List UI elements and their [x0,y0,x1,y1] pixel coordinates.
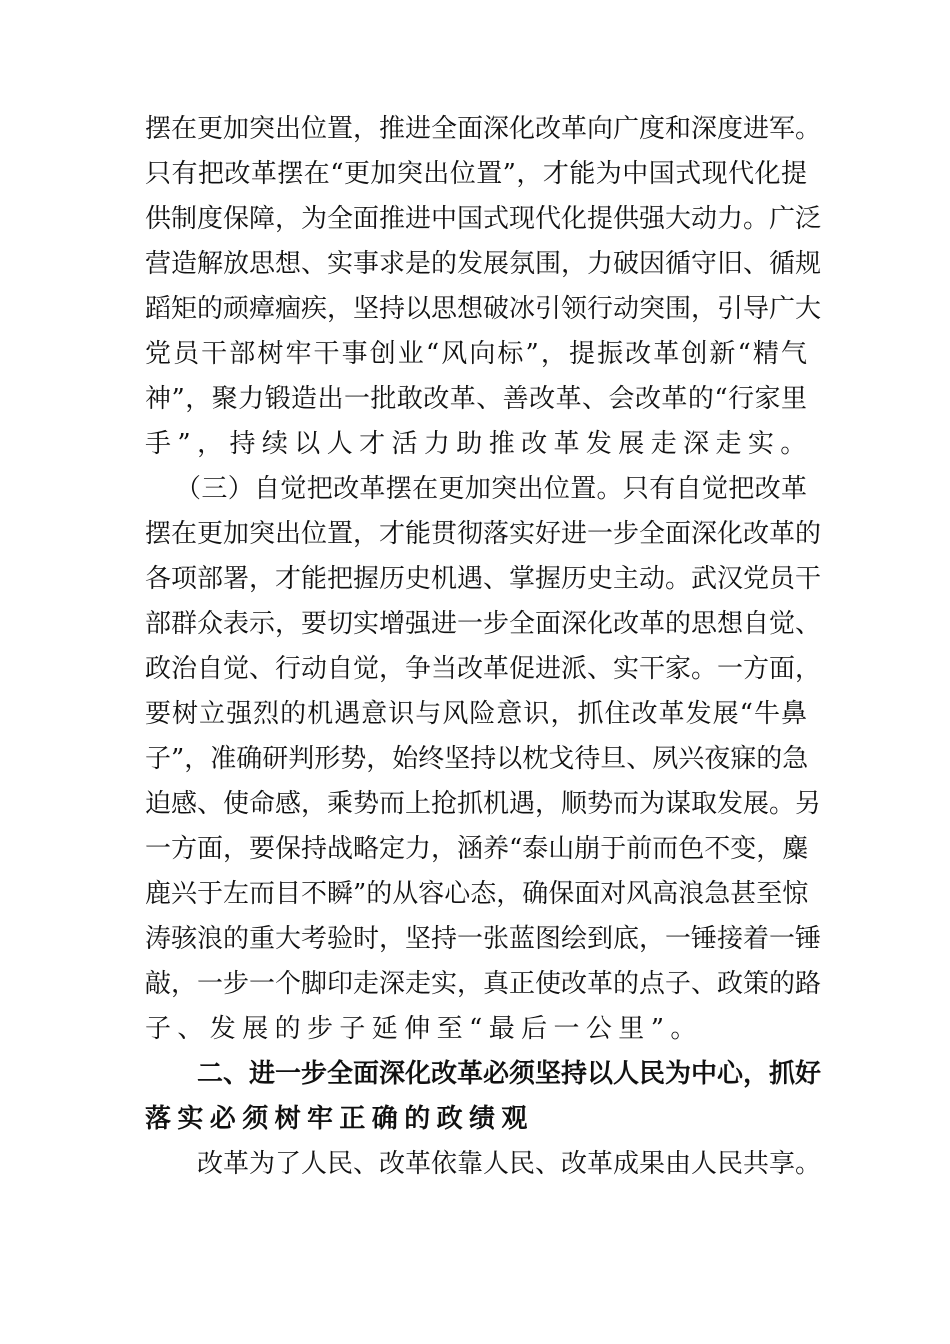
text-line: 改革为了人民、改革依靠人民、改革成果由人民共享。 [197,1149,822,1179]
text-line: 敲，一步一个脚印走深走实，真正使改革的点子、政策的路 [145,969,822,999]
paragraph-reform-position [145,107,822,467]
text-line: 摆在更加突出位置，才能贯彻落实好进一步全面深化改革的 [145,519,822,549]
text-line: 政治自觉、行动自觉，争当改革促进派、实干家。一方面， [145,654,822,684]
paragraph-people-centered [145,1142,822,1187]
heading-line: 落实必须树牢正确的政绩观 [145,1104,534,1134]
text-line: 供制度保障，为全面推进中国式现代化提供强大动力。广泛 [145,204,822,234]
text-line: 子、发展的步子延伸至“最后一公里”。 [145,1014,703,1044]
text-line: 一方面，要保持战略定力，涵养“泰山崩于前而色不变，麋 [145,834,809,864]
section-heading-two [145,1052,822,1142]
document-page [145,107,822,1187]
text-line: 各项部署，才能把握历史机遇、掌握历史主动。武汉党员干 [145,564,822,594]
text-line: 摆在更加突出位置，推进全面深化改革向广度和深度进军。 [145,114,822,144]
text-line: 只有把改革摆在“更加突出位置”，才能为中国式现代化提 [145,159,807,189]
text-line: 手”，持续以人才活力助推改革发展走深走实。 [145,429,813,459]
text-line: 蹈矩的顽瘴痼疾，坚持以思想破冰引领行动突围，引导广大 [145,294,822,324]
text-line: 迫感、使命感，乘势而上抢抓机遇，顺势而为谋取发展。另 [145,789,822,819]
text-line: 部群众表示，要切实增强进一步全面深化改革的思想自觉、 [145,609,822,639]
paragraph-section-three [145,467,822,1052]
text-line: 子”，准确研判形势，始终坚持以枕戈待旦、夙兴夜寐的急 [145,744,809,774]
text-line: 鹿兴于左而目不瞬”的从容心态，确保面对风高浪急甚至惊 [145,879,809,909]
text-line: 神”，聚力锻造出一批敢改革、善改革、会改革的“行家里 [145,384,807,414]
text-line: 营造解放思想、实事求是的发展氛围，力破因循守旧、循规 [145,249,822,279]
text-line: 涛骇浪的重大考验时，坚持一张蓝图绘到底，一锤接着一锤 [145,924,822,954]
section-heading-line: （三）自觉把改革摆在更加突出位置。只有自觉把改革 [175,474,807,504]
text-line: 要树立强烈的机遇意识与风险意识，抓住改革发展“牛鼻 [145,699,807,729]
text-line: 党员干部树牢干事创业“风向标”，提振改革创新“精气 [145,339,807,369]
heading-line: 二、进一步全面深化改革必须坚持以人民为中心，抓好 [197,1059,822,1089]
